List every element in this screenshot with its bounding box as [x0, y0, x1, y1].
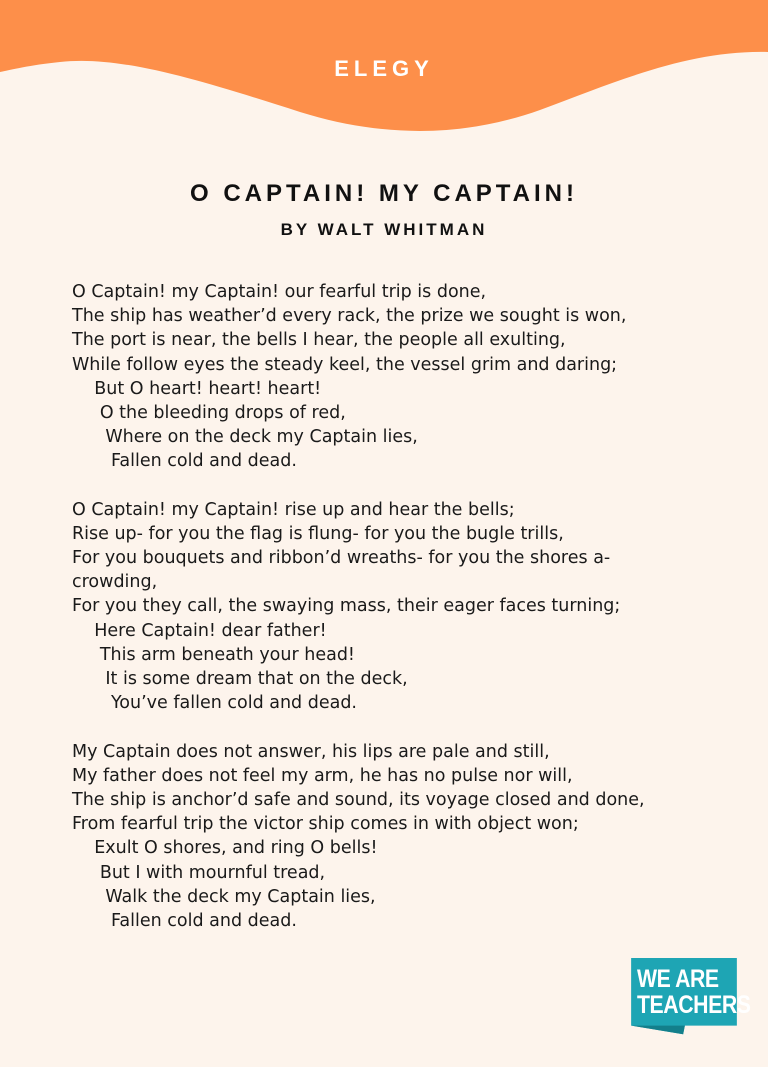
- stanza: [72, 280, 712, 474]
- poem-line: The port is near, the bells I hear, the people all exulting,: [72, 330, 566, 351]
- poem-line: The ship is anchor’d safe and sound, its voyage closed and done,: [72, 789, 645, 810]
- poem-line: This arm beneath your head!: [72, 644, 355, 665]
- poem-line: My father does not feel my arm, he has no pulse nor will,: [72, 765, 573, 786]
- poem-line: While follow eyes the steady keel, the vessel grim and daring;: [72, 354, 618, 375]
- poem-line: But O heart! heart! heart!: [72, 378, 322, 399]
- poem-line: But I with mournful tread,: [72, 862, 326, 883]
- poem-line: Fallen cold and dead.: [72, 910, 297, 931]
- poem-line: For you they call, the swaying mass, their eager faces turning;: [72, 596, 621, 617]
- logo-line-2: TEACHERS: [637, 991, 751, 1019]
- poem-author: BY WALT WHITMAN: [280, 220, 488, 239]
- poem-line: Here Captain! dear father!: [72, 620, 327, 641]
- poem-line: For you bouquets and ribbon’d wreaths- for you the shores a-: [72, 548, 611, 569]
- stanza: [72, 740, 712, 934]
- poem-line: My Captain does not answer, his lips are pale and still,: [72, 741, 550, 762]
- stanza: [72, 498, 712, 716]
- poem-line: Fallen cold and dead.: [72, 451, 297, 472]
- poem-line: Exult O shores, and ring O bells!: [72, 838, 378, 859]
- poem-line: The ship has weather’d every rack, the prize we sought is won,: [72, 306, 627, 327]
- logo-line-1: WE ARE: [637, 965, 719, 993]
- poem-line: O the bleeding drops of red,: [72, 402, 346, 423]
- logo-text: [637, 966, 750, 1018]
- poem-line: O Captain! my Captain! our fearful trip is done,: [72, 282, 487, 302]
- poem-line: You’ve fallen cold and dead.: [72, 693, 357, 714]
- genre-label: ELEGY: [334, 56, 434, 81]
- poem-line: Where on the deck my Captain lies,: [72, 427, 418, 448]
- poem-line: Rise up- for you the flag is flung- for you the bugle trills,: [72, 523, 564, 544]
- poem-line: O Captain! my Captain! rise up and hear the bells;: [72, 499, 515, 520]
- poem-line: crowding,: [72, 572, 158, 593]
- poem-title: O CAPTAIN! MY CAPTAIN!: [190, 180, 578, 207]
- poem-line: It is some dream that on the deck,: [72, 669, 408, 689]
- poem-line: Walk the deck my Captain lies,: [72, 886, 376, 907]
- poem-line: From fearful trip the victor ship comes in with object won;: [72, 814, 579, 835]
- poem-body: [72, 280, 712, 957]
